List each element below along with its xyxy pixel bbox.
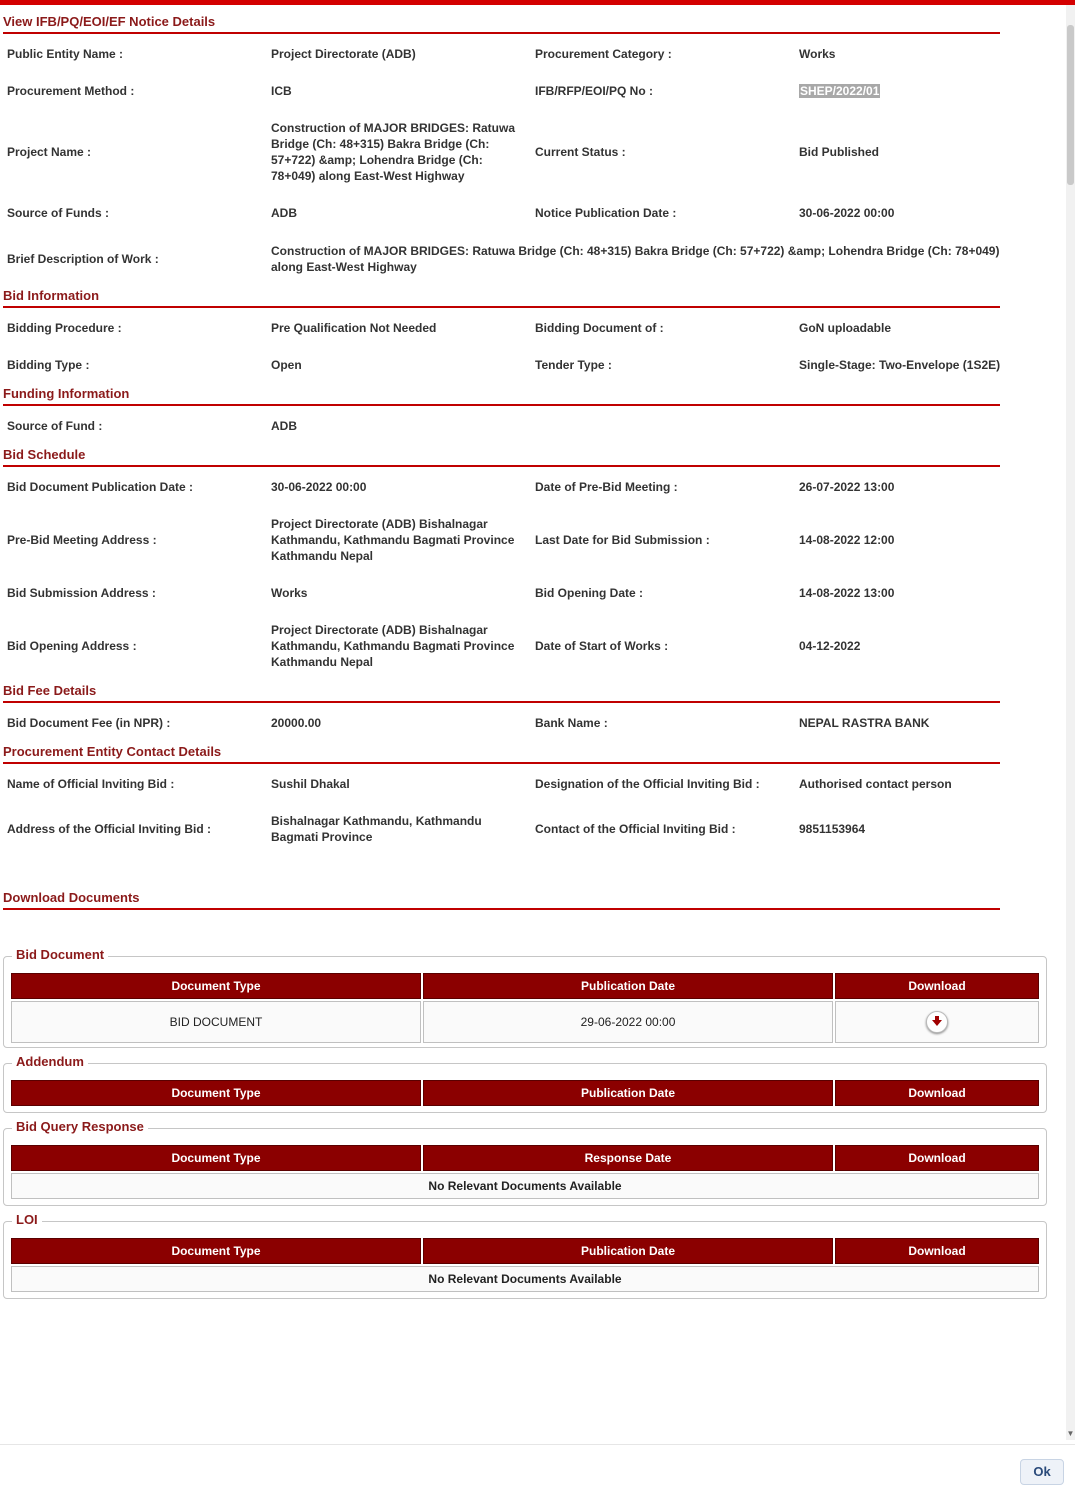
prebid-address-value: Project Directorate (ADB) Bishalnagar Kathmandu, Kathmandu Bagmati Province Kathmandu Nepal [271,517,515,563]
publication-date-cell: 29-06-2022 00:00 [423,1001,833,1043]
col-document-type: Document Type [11,1080,421,1106]
loi-table [9,1236,1041,1294]
col-download: Download [835,1080,1039,1106]
official-address-label: Address of the Official Inviting Bid : [7,822,212,836]
opening-address-label: Bid Opening Address : [7,639,137,653]
bidding-document-label: Bidding Document of : [535,321,664,335]
footer-divider [0,1444,1075,1445]
ifb-no-label: IFB/RFP/EOI/PQ No : [535,84,654,98]
public-entity-label: Public Entity Name : [7,47,124,61]
vertical-scrollbar[interactable] [1066,5,1075,1440]
source-of-fund-value: ADB [271,419,297,433]
official-address-value: Bishalnagar Kathmandu, Kathmandu Bagmati Province [271,814,482,844]
official-contact-value: 9851153964 [799,822,866,836]
project-name-value: Construction of MAJOR BRIDGES: Ratuwa Bridge (Ch: 48+315) Bakra Bridge (Ch: 57+722) &amp; Lohendra Bridge (Ch: 78+049) along East-West Highway [271,121,516,183]
col-response-date: Response Date [423,1145,833,1171]
download-documents-title: Download Documents [3,890,1000,910]
public-entity-value: Project Directorate (ADB) [271,47,416,61]
bid-schedule-title: Bid Schedule [3,447,1000,467]
bank-name-label: Bank Name : [535,716,608,730]
brief-description-value: Construction of MAJOR BRIDGES: Ratuwa Bridge (Ch: 48+315) Bakra Bridge (Ch: 57+722) &amp; Lohendra Bridge (Ch: 78+049) along East-West Highway [271,244,1000,274]
download-cell [835,1001,1039,1043]
funding-information-title: Funding Information [3,386,1000,406]
loi-panel [3,1212,1047,1299]
bid-information-title: Bid Information [3,288,1000,308]
brief-description-label: Brief Description of Work : [7,252,159,266]
bank-name-value: NEPAL RASTRA BANK [799,716,930,730]
notice-title: View IFB/PQ/EOI/EF Notice Details [3,14,1000,34]
scrollbar-thumb[interactable] [1067,25,1074,185]
col-document-type: Document Type [11,1145,421,1171]
col-publication-date: Publication Date [423,1080,833,1106]
bidding-type-value: Open [271,358,302,372]
prebid-date-label: Date of Pre-Bid Meeting : [535,480,678,494]
procurement-method-value: ICB [271,84,292,98]
table-header-row [11,1080,1039,1106]
official-name-value: Sushil Dhakal [271,777,350,791]
bid-fee-title: Bid Fee Details [3,683,1000,703]
bidding-type-label: Bidding Type : [7,358,90,372]
table-header-row [11,973,1039,999]
bid-document-table [9,971,1041,1045]
opening-date-value: 14-08-2022 13:00 [799,586,895,600]
bidding-procedure-label: Bidding Procedure : [7,321,122,335]
col-publication-date: Publication Date [423,1238,833,1264]
col-document-type: Document Type [11,1238,421,1264]
scroll-down-icon[interactable]: ▼ [1066,1429,1075,1438]
submission-address-value: Works [271,586,308,600]
empty-message: No Relevant Documents Available [11,1173,1039,1199]
bidding-procedure-value: Pre Qualification Not Needed [271,321,437,335]
addendum-panel [3,1054,1047,1113]
table-row [11,1173,1039,1199]
col-download: Download [835,973,1039,999]
opening-address-value: Project Directorate (ADB) Bishalnagar Kathmandu, Kathmandu Bagmati Province Kathmandu Nepal [271,623,515,669]
doc-pub-date-value: 30-06-2022 00:00 [271,480,367,494]
bid-document-legend: Bid Document [12,947,108,963]
doc-pub-date-label: Bid Document Publication Date : [7,480,194,494]
designation-label: Designation of the Official Inviting Bid : [535,777,760,791]
addendum-legend: Addendum [12,1054,88,1070]
official-contact-label: Contact of the Official Inviting Bid : [535,822,736,836]
start-works-label: Date of Start of Works : [535,639,669,653]
tender-type-label: Tender Type : [535,358,612,372]
submission-address-label: Bid Submission Address : [7,586,156,600]
download-icon[interactable] [926,1011,948,1033]
table-row [11,1266,1039,1292]
procurement-category-value: Works [799,47,836,61]
source-of-fund-label: Source of Fund : [7,419,103,433]
start-works-value: 04-12-2022 [799,639,861,653]
bid-document-panel [3,947,1047,1048]
notice-pub-date-label: Notice Publication Date : [535,206,677,220]
query-response-table [9,1143,1041,1201]
ok-button[interactable]: Ok [1020,1459,1064,1485]
top-accent-bar [0,0,1075,5]
addendum-table [9,1078,1041,1108]
tender-type-value: Single-Stage: Two-Envelope (1S2E) [799,358,1001,372]
source-of-funds-label: Source of Funds : [7,206,109,220]
loi-legend: LOI [12,1212,42,1228]
notice-pub-date-value: 30-06-2022 00:00 [799,206,895,220]
last-submission-label: Last Date for Bid Submission : [535,533,710,547]
opening-date-label: Bid Opening Date : [535,586,643,600]
prebid-date-value: 26-07-2022 13:00 [799,480,895,494]
col-download: Download [835,1145,1039,1171]
empty-message: No Relevant Documents Available [11,1266,1039,1292]
last-submission-value: 14-08-2022 12:00 [799,533,895,547]
col-download: Download [835,1238,1039,1264]
bidding-document-value: GoN uploadable [799,321,892,335]
query-response-panel [3,1119,1047,1206]
official-name-label: Name of Official Inviting Bid : [7,777,175,791]
table-header-row [11,1238,1039,1264]
project-name-label: Project Name : [7,145,92,159]
current-status-label: Current Status : [535,145,626,159]
contact-details-title: Procurement Entity Contact Details [3,744,1000,764]
ifb-no-value: SHEP/2022/01 [800,84,880,98]
query-response-legend: Bid Query Response [12,1119,148,1135]
procurement-method-label: Procurement Method : [7,84,135,98]
current-status-value: Bid Published [799,145,880,159]
source-of-funds-value: ADB [271,206,297,220]
designation-value: Authorised contact person [799,777,952,791]
document-type-cell: BID DOCUMENT [11,1001,421,1043]
col-publication-date: Publication Date [423,973,833,999]
table-row [11,1001,1039,1043]
doc-fee-value: 20000.00 [271,716,322,730]
prebid-address-label: Pre-Bid Meeting Address : [7,533,157,547]
table-header-row [11,1145,1039,1171]
col-document-type: Document Type [11,973,421,999]
procurement-category-label: Procurement Category : [535,47,672,61]
doc-fee-label: Bid Document Fee (in NPR) : [7,716,171,730]
